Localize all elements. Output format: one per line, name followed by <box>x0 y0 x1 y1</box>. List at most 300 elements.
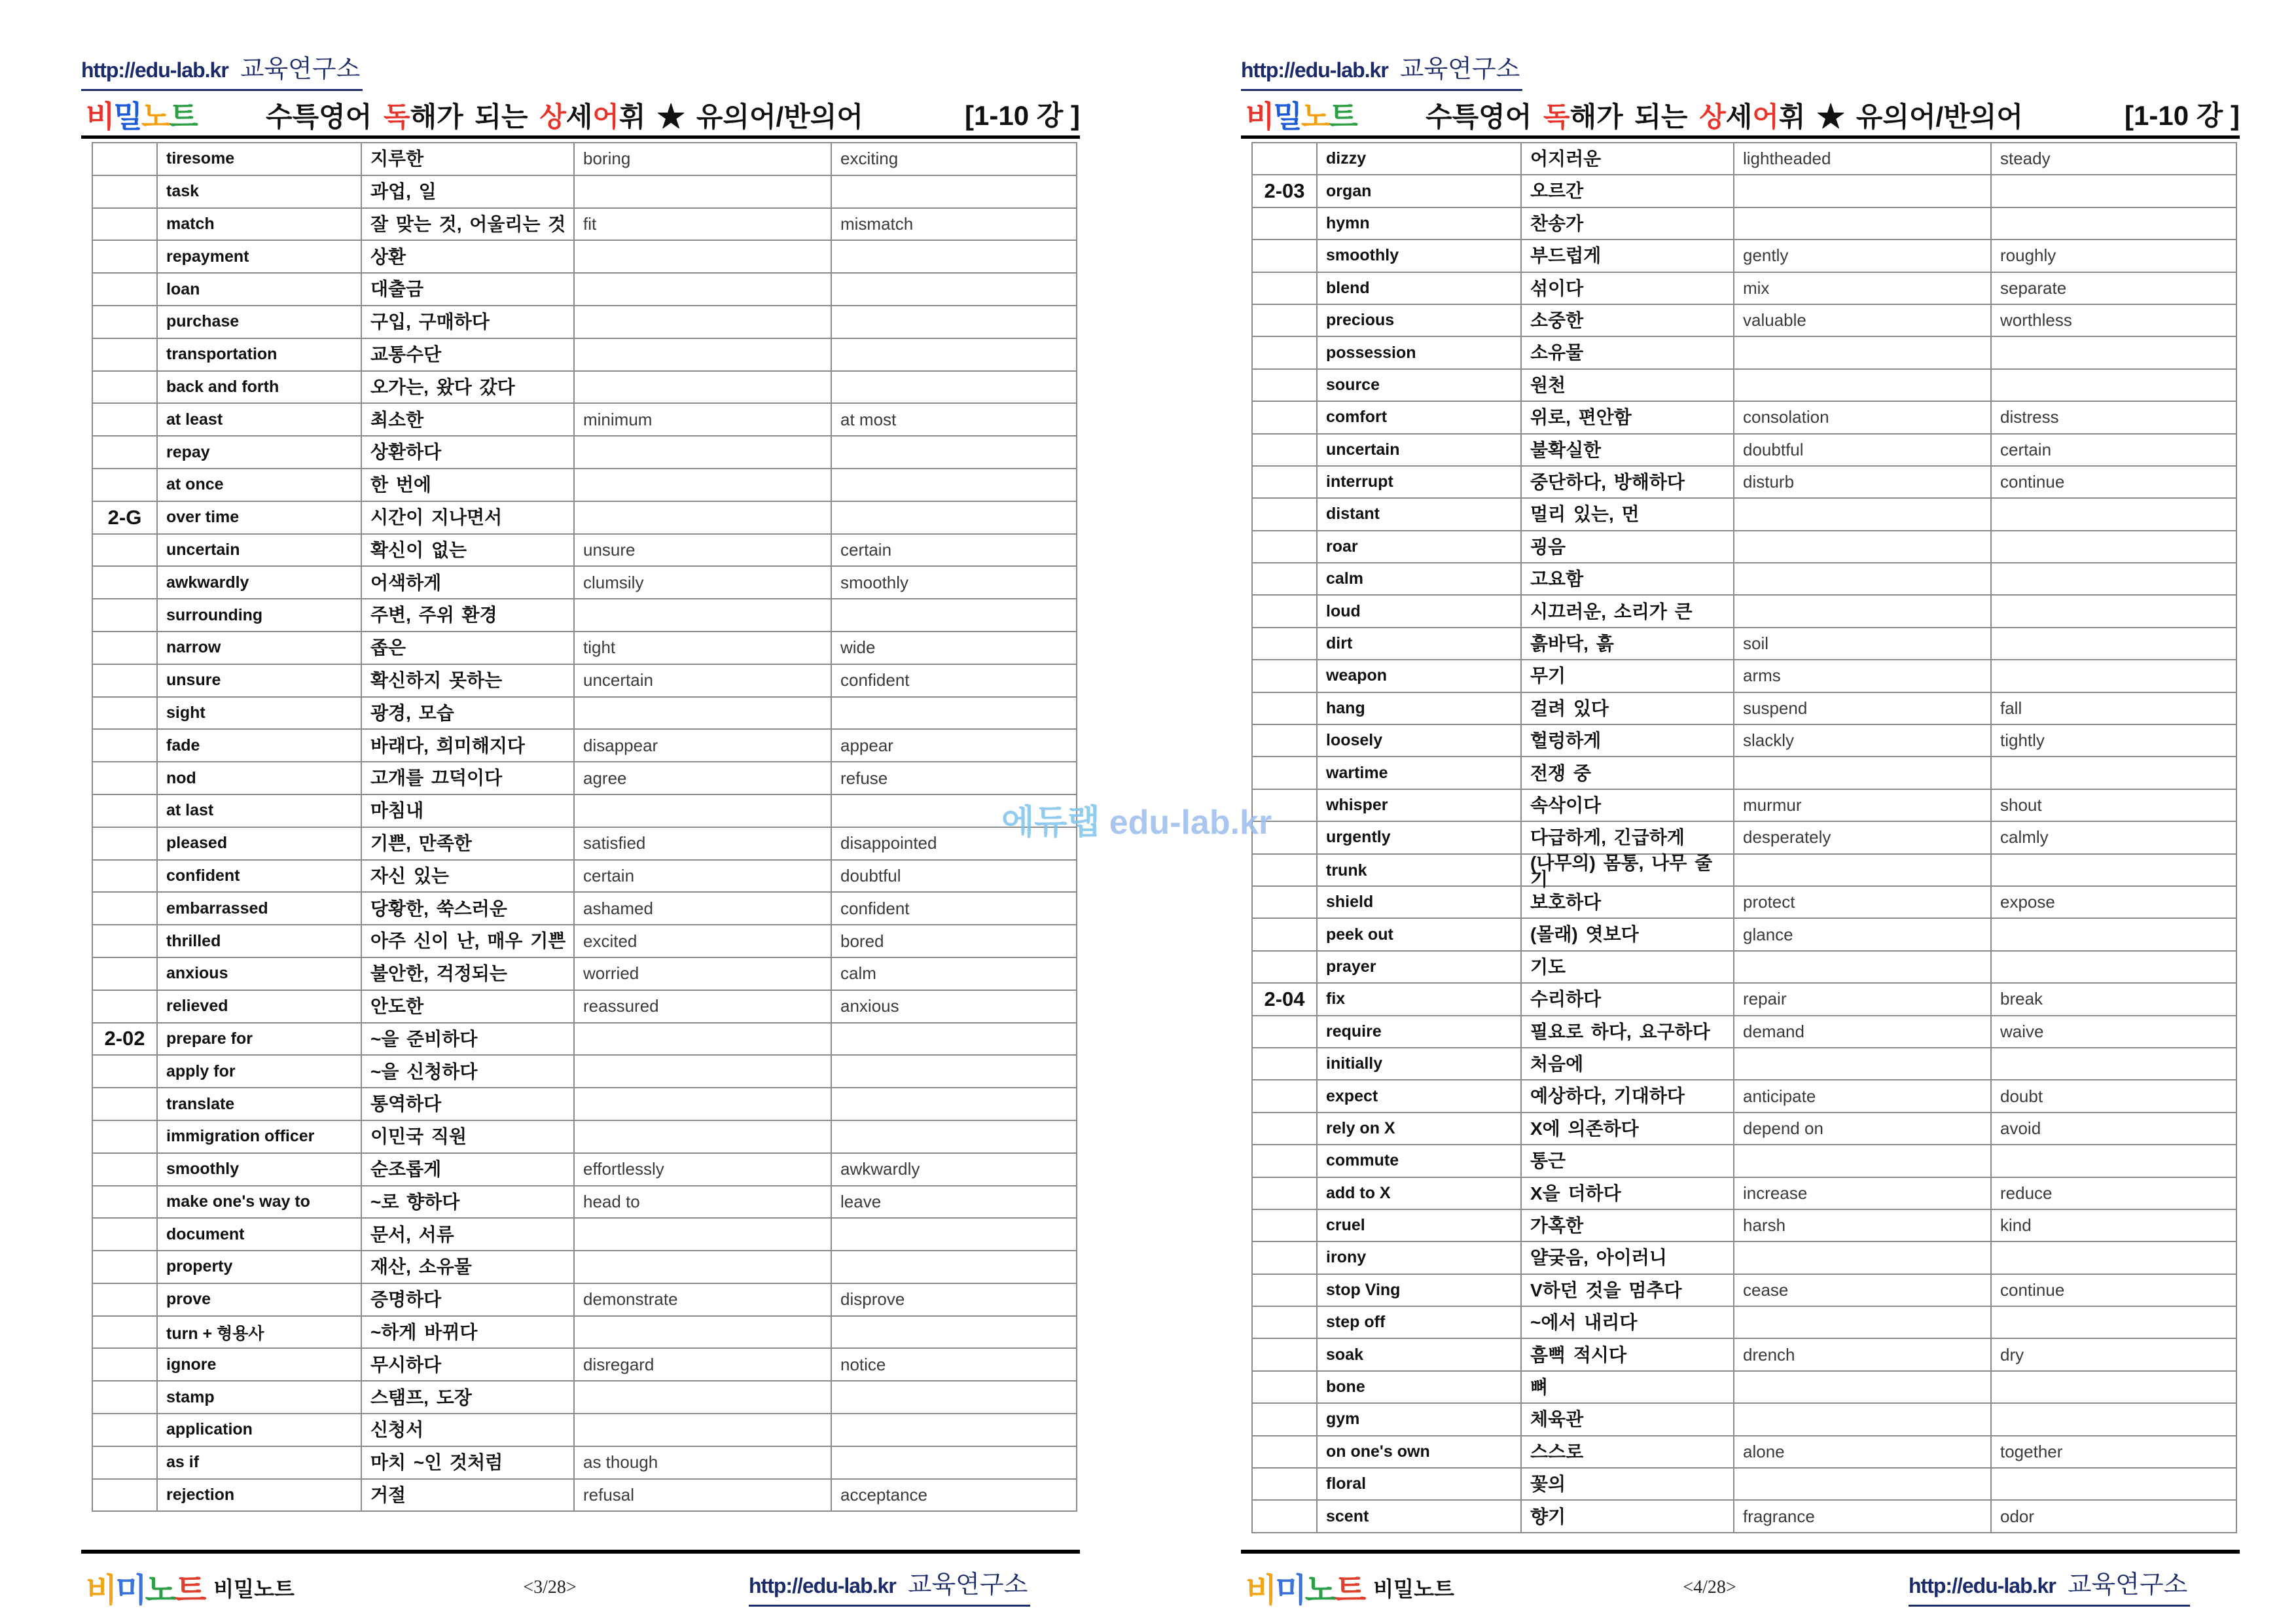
vocab-row <box>1251 1307 2237 1339</box>
meaning: 기도 <box>1530 956 1566 977</box>
vocab-row <box>1251 725 2237 757</box>
meaning-cell <box>1520 1436 1733 1467</box>
synonym: gently <box>1743 245 1789 266</box>
word: immigration officer <box>166 1127 315 1146</box>
antonym: certain <box>2000 439 2052 459</box>
synonym: lightheaded <box>1743 149 1831 169</box>
meaning-cell <box>1520 305 1733 336</box>
word-cell <box>1316 1404 1520 1435</box>
word-cell <box>1316 305 1520 336</box>
section-label-cell <box>1251 208 1316 239</box>
antonym-cell <box>1990 240 2237 271</box>
section-label-cell <box>92 143 156 175</box>
section-label-cell <box>92 730 156 761</box>
logo-art-char: 트 <box>1334 1572 1365 1609</box>
meaning: 속삭이다 <box>1530 794 1602 815</box>
word-cell <box>1316 1210 1520 1241</box>
word-cell <box>1316 725 1520 756</box>
meaning-cell <box>361 730 573 761</box>
synonym-cell <box>1733 790 1990 821</box>
antonym-cell <box>831 437 1077 468</box>
section-label-cell <box>1251 1178 1316 1209</box>
section-label-cell <box>1251 855 1316 887</box>
word-cell <box>156 437 361 468</box>
synonym-cell <box>1733 822 1990 853</box>
meaning: 구입, 구매하다 <box>370 312 490 332</box>
meaning: 거절 <box>370 1484 406 1505</box>
synonym: glance <box>1743 924 1793 944</box>
section-label-cell <box>92 795 156 827</box>
synonym-cell <box>1733 1242 1990 1273</box>
vocab-row <box>1251 467 2237 499</box>
synonym-cell <box>573 1480 831 1511</box>
word: rejection <box>166 1486 235 1505</box>
synonym: slackly <box>1743 730 1795 751</box>
word-cell <box>156 925 361 957</box>
word: organ <box>1326 181 1372 200</box>
word-cell <box>1316 1113 1520 1144</box>
word: smoothly <box>1326 246 1399 265</box>
synonym-cell <box>573 599 831 631</box>
synonym: cease <box>1743 1279 1789 1300</box>
vocab-table <box>1251 142 2237 1533</box>
antonym-cell <box>1990 1339 2237 1370</box>
vocab-row <box>1251 660 2237 692</box>
meaning-cell <box>361 404 573 435</box>
section-label-cell <box>1251 1113 1316 1144</box>
meaning: 부드럽게 <box>1530 245 1602 266</box>
antonym: together <box>2000 1441 2063 1461</box>
antonym-cell <box>1990 305 2237 336</box>
antonym: fall <box>2000 698 2022 718</box>
word-cell <box>1316 1145 1520 1176</box>
meaning: 주변, 주위 환경 <box>370 605 497 626</box>
antonym-cell <box>831 567 1077 598</box>
antonym-cell <box>831 535 1077 566</box>
word-cell <box>156 372 361 403</box>
section-label-cell <box>92 991 156 1022</box>
synonym-cell <box>573 925 831 957</box>
vocab-row <box>1251 1339 2237 1371</box>
vocab-row <box>92 991 1077 1024</box>
word-cell <box>1316 499 1520 529</box>
vocab-row <box>92 958 1077 991</box>
section-label-cell <box>92 1024 156 1055</box>
word: embarrassed <box>166 899 268 918</box>
meaning: 상환하다 <box>370 442 442 463</box>
section-label-cell <box>92 1414 156 1446</box>
synonym: doubtful <box>1743 439 1804 459</box>
meaning: 오가는, 왔다 갔다 <box>370 376 515 397</box>
synonym: murmur <box>1743 795 1802 815</box>
meaning-cell <box>361 143 573 175</box>
antonym-cell <box>1990 1242 2237 1273</box>
meaning: 섞이다 <box>1530 277 1584 298</box>
logo-art-char: 트 <box>174 1572 205 1609</box>
word: uncertain <box>166 540 240 559</box>
footer-site-link[interactable] <box>749 1571 1030 1607</box>
antonym-cell <box>831 665 1077 696</box>
word: sight <box>166 703 206 722</box>
word-cell <box>1316 1048 1520 1079</box>
word-cell <box>156 632 361 664</box>
synonym-cell <box>1733 370 1990 401</box>
synonym: increase <box>1743 1183 1808 1203</box>
footer-rule <box>81 1550 1080 1554</box>
meaning-cell <box>361 861 573 892</box>
meaning: 멀리 있는, 먼 <box>1530 504 1640 525</box>
vocab-row <box>1251 852 2237 889</box>
section-label-cell <box>92 828 156 859</box>
meaning: X에 의존하다 <box>1530 1118 1639 1139</box>
logo-char: 비 <box>1246 99 1274 134</box>
section-label-cell <box>92 1480 156 1511</box>
synonym-cell <box>1733 1145 1990 1176</box>
word: gym <box>1326 1410 1360 1429</box>
meaning-cell <box>361 1382 573 1413</box>
meaning: 얄궂음, 아이러니 <box>1530 1247 1667 1268</box>
antonym-cell <box>1990 822 2237 853</box>
synonym-cell <box>573 861 831 892</box>
antonym-cell <box>831 241 1077 272</box>
synonym: disturb <box>1743 472 1795 492</box>
meaning-cell <box>1520 1178 1733 1209</box>
section-label-cell <box>1251 143 1316 174</box>
word: repayment <box>166 247 249 266</box>
word: expect <box>1326 1086 1378 1105</box>
synonym: demonstrate <box>583 1289 678 1310</box>
vocab-row <box>92 469 1077 502</box>
word: over time <box>166 508 240 527</box>
meaning: 최소한 <box>370 409 424 430</box>
section-label-cell <box>92 599 156 631</box>
word: document <box>166 1224 245 1243</box>
vocab-table <box>92 142 1077 1512</box>
meaning: 예상하다, 기대하다 <box>1530 1086 1685 1107</box>
word: peek out <box>1326 925 1393 944</box>
word-cell <box>1316 790 1520 821</box>
meaning-cell <box>1520 757 1733 788</box>
antonym: kind <box>2000 1215 2032 1236</box>
meaning-cell <box>1520 1372 1733 1402</box>
antonym-cell <box>1990 1210 2237 1241</box>
section-label-cell <box>92 339 156 370</box>
word: tiresome <box>166 149 235 168</box>
meaning-cell <box>1520 467 1733 497</box>
word: apply for <box>166 1061 236 1080</box>
section-label-cell <box>92 1382 156 1413</box>
antonym-cell <box>831 1186 1077 1218</box>
antonym-cell <box>1990 693 2237 724</box>
vocab-row <box>92 1382 1077 1414</box>
meaning: 당황한, 쑥스러운 <box>370 898 507 919</box>
footer-logo-art <box>1246 1564 1364 1611</box>
word-cell <box>156 241 361 272</box>
vocab-row <box>1251 143 2237 175</box>
word-cell <box>1316 855 1520 887</box>
synonym-cell <box>1733 596 1990 626</box>
word: soak <box>1326 1345 1363 1364</box>
vocab-row <box>1251 273 2237 305</box>
word: add to X <box>1326 1183 1391 1202</box>
header-site-link[interactable] <box>1241 55 1522 91</box>
word-cell <box>156 795 361 827</box>
word: task <box>166 182 200 201</box>
antonym-cell <box>1990 984 2237 1014</box>
footer-logo-art <box>86 1564 204 1611</box>
section-label-cell <box>1251 725 1316 756</box>
antonym: refuse <box>840 768 888 788</box>
word-cell <box>156 567 361 598</box>
word: dizzy <box>1326 149 1367 168</box>
section-label-cell <box>1251 435 1316 465</box>
meaning-cell <box>361 469 573 501</box>
synonym-cell <box>573 241 831 272</box>
word-cell <box>1316 435 1520 465</box>
word-cell <box>156 1317 361 1348</box>
synonym-cell <box>573 1317 831 1348</box>
vocab-row <box>92 861 1077 893</box>
antonym: calmly <box>2000 827 2049 847</box>
section-label-cell <box>1251 887 1316 918</box>
site-name: 교육연구소 <box>1399 56 1520 83</box>
word-cell <box>1316 919 1520 950</box>
antonym-cell <box>1990 596 2237 626</box>
vocab-row <box>1251 1372 2237 1404</box>
meaning: 헐렁하게 <box>1530 730 1602 751</box>
word: scent <box>1326 1507 1369 1525</box>
section-label-cell <box>1251 1080 1316 1111</box>
vocab-row <box>1251 563 2237 596</box>
antonym-cell <box>831 1480 1077 1511</box>
synonym: refusal <box>583 1485 635 1505</box>
synonym-cell <box>573 828 831 859</box>
meaning-cell <box>1520 693 1733 724</box>
word-cell <box>1316 596 1520 626</box>
word-cell <box>156 1480 361 1511</box>
meaning: 신청서 <box>370 1419 424 1440</box>
antonym-cell <box>831 404 1077 435</box>
title-row <box>1241 92 2240 134</box>
antonym-cell <box>831 925 1077 957</box>
section-label-cell <box>1251 1016 1316 1047</box>
meaning-cell <box>1520 1242 1733 1273</box>
antonym-cell <box>1990 1501 2237 1531</box>
logo-char: 트 <box>1329 99 1357 134</box>
word-cell <box>1316 273 1520 304</box>
antonym-cell <box>1990 757 2237 788</box>
antonym-cell <box>831 698 1077 729</box>
vocab-row <box>92 1121 1077 1154</box>
word-cell <box>1316 175 1520 206</box>
word: unsure <box>166 671 221 690</box>
synonym: boring <box>583 149 631 169</box>
synonym: arms <box>1743 666 1781 686</box>
word: at once <box>166 475 224 494</box>
meaning-cell <box>1520 660 1733 691</box>
brand-logo <box>1246 93 1357 136</box>
synonym-cell <box>1733 660 1990 691</box>
word: rely on X <box>1326 1118 1395 1137</box>
antonym-cell <box>831 1154 1077 1185</box>
vocab-row <box>92 925 1077 958</box>
meaning-cell <box>1520 1501 1733 1531</box>
meaning: 확신이 없는 <box>370 539 467 560</box>
footer-site-link[interactable] <box>1909 1571 2190 1607</box>
logo-char: 노 <box>141 99 170 134</box>
section-label: 2-G <box>107 505 142 529</box>
vocab-row <box>1251 175 2237 207</box>
word: bone <box>1326 1378 1365 1397</box>
antonym-cell <box>831 1349 1077 1380</box>
word-cell <box>1316 402 1520 433</box>
antonym: awkwardly <box>840 1159 920 1179</box>
word: comfort <box>1326 408 1388 427</box>
meaning: 수리하다 <box>1530 989 1602 1010</box>
vocab-row <box>92 339 1077 372</box>
site-url: http://edu-lab.kr <box>1909 1574 2056 1597</box>
word: trunk <box>1326 861 1367 880</box>
section-label-cell <box>92 861 156 892</box>
word-cell <box>1316 757 1520 788</box>
antonym: disappointed <box>840 833 937 853</box>
vocab-row <box>1251 1210 2237 1242</box>
word: as if <box>166 1453 200 1472</box>
antonym-cell <box>1990 919 2237 950</box>
meaning-cell <box>361 698 573 729</box>
meaning-cell <box>361 372 573 403</box>
synonym-cell <box>1733 467 1990 497</box>
lecture-range: [1-10 강 ] <box>2125 100 2240 131</box>
synonym-cell <box>573 795 831 827</box>
meaning: 좁은 <box>370 637 406 658</box>
meaning: 바래다, 희미해지다 <box>370 735 525 756</box>
synonym-cell <box>1733 1210 1990 1241</box>
word-cell <box>156 274 361 305</box>
section-label-cell <box>1251 693 1316 724</box>
word: repay <box>166 442 210 461</box>
synonym-cell <box>1733 208 1990 239</box>
section-label-cell <box>92 1121 156 1152</box>
synonym-cell <box>1733 757 1990 788</box>
meaning: 오르간 <box>1530 181 1584 202</box>
synonym-cell <box>1733 693 1990 724</box>
word-cell <box>156 1024 361 1055</box>
footer-logo-text: 비밀노트 <box>213 1577 295 1601</box>
synonym: ashamed <box>583 898 653 918</box>
antonym-cell <box>831 209 1077 240</box>
section-label-cell <box>1251 984 1316 1014</box>
synonym-cell <box>573 404 831 435</box>
antonym: tightly <box>2000 730 2045 751</box>
synonym-cell <box>573 567 831 598</box>
word: relieved <box>166 997 228 1016</box>
meaning-cell <box>361 795 573 827</box>
header-site-link[interactable] <box>81 55 363 91</box>
vocab-row <box>92 1480 1077 1512</box>
synonym: desperately <box>1743 827 1831 847</box>
word: fade <box>166 736 200 755</box>
word: shield <box>1326 893 1374 912</box>
meaning-cell <box>1520 531 1733 562</box>
meaning-cell <box>361 1414 573 1446</box>
section-label-cell <box>92 1088 156 1120</box>
word-cell <box>1316 467 1520 497</box>
word: match <box>166 214 215 233</box>
word: prepare for <box>166 1029 253 1048</box>
vocab-row <box>92 567 1077 599</box>
word-cell <box>156 1219 361 1250</box>
word: property <box>166 1257 233 1276</box>
synonym: clumsily <box>583 572 644 592</box>
site-url: http://edu-lab.kr <box>749 1574 896 1597</box>
word: possession <box>1326 343 1416 362</box>
meaning-cell <box>361 632 573 664</box>
synonym: reassured <box>583 996 659 1016</box>
meaning: 증명하다 <box>370 1289 442 1310</box>
antonym: at most <box>840 409 897 429</box>
title-segment: 수특영어 <box>1426 101 1543 132</box>
meaning-cell <box>1520 1404 1733 1435</box>
synonym: soil <box>1743 633 1769 654</box>
word: distant <box>1326 505 1380 524</box>
word: cruel <box>1326 1216 1365 1235</box>
section-label-cell <box>92 372 156 403</box>
word: fix <box>1326 990 1346 1008</box>
meaning-cell <box>1520 822 1733 853</box>
section-label-cell <box>92 762 156 794</box>
page-left <box>81 0 1086 1623</box>
section-label: 2-04 <box>1264 987 1305 1010</box>
antonym-cell <box>1990 855 2237 887</box>
word-cell <box>156 1284 361 1315</box>
logo-art-char: 노 <box>145 1572 175 1609</box>
meaning-cell <box>361 502 573 533</box>
meaning: 어지러운 <box>1530 149 1602 169</box>
meaning-cell <box>361 893 573 924</box>
vocab-row <box>1251 370 2237 402</box>
word: loosely <box>1326 731 1383 750</box>
synonym: uncertain <box>583 670 653 690</box>
synonym-cell <box>1733 273 1990 304</box>
synonym-cell <box>1733 1404 1990 1435</box>
section-label-cell <box>92 404 156 435</box>
antonym: waive <box>2000 1021 2044 1041</box>
vocab-row <box>92 828 1077 861</box>
word: make one's way to <box>166 1192 310 1211</box>
synonym-cell <box>573 762 831 794</box>
word-cell <box>1316 660 1520 691</box>
meaning-cell <box>1520 919 1733 950</box>
section-label-cell <box>92 437 156 468</box>
meaning: 순조롭게 <box>370 1159 442 1179</box>
meaning-cell <box>361 1186 573 1218</box>
synonym-cell <box>573 1447 831 1478</box>
header-rule <box>1241 135 2240 139</box>
meaning: 잘 맞는 것, 어울리는 것 <box>370 213 566 234</box>
vocab-row <box>92 241 1077 274</box>
antonym: shout <box>2000 795 2042 815</box>
word: uncertain <box>1326 440 1400 459</box>
word-cell <box>156 1154 361 1185</box>
section-label-cell <box>92 1447 156 1478</box>
vocab-row <box>1251 337 2237 369</box>
doc-title <box>1426 96 2023 135</box>
meaning-cell <box>361 925 573 957</box>
synonym-cell <box>573 274 831 305</box>
vocab-row <box>92 1414 1077 1447</box>
meaning: 스스로 <box>1530 1441 1584 1462</box>
